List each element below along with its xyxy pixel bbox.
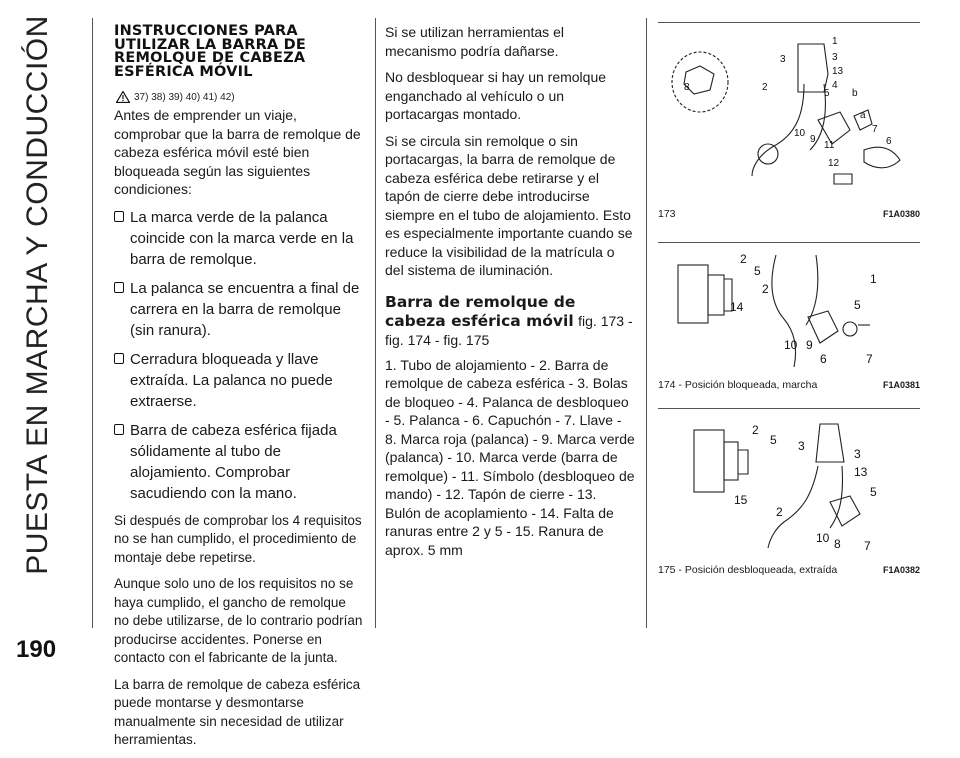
condition-item [114,207,364,270]
callout-label: 2 [740,252,747,266]
callout-label: 10 [816,531,830,545]
paragraph: La barra de remolque de cabeza esférica puede montarse y desmontarse manualmente sin necesidad de utilizar herramientas. [114,676,361,747]
side-divider [92,18,93,628]
figure-175-callouts [734,423,877,553]
callout-label: 2 [752,423,759,437]
paragraph: Si después de comprobar los 4 requisitos no se han cumplido, el procedimiento de montaje debe repetirse. [114,512,362,565]
subsection-title: Barra de remolque de cabeza esférica móvil [385,292,576,330]
figure-caption [658,379,920,391]
subsection-heading [385,294,635,350]
callout-label: 11 [824,140,835,151]
callout-label: 3 [780,54,786,65]
callout-label: 5 [824,88,830,99]
column-1 [114,25,364,758]
paragraph: Si se circula sin remolque o sin portacargas, la barra de remolque de cabeza esférica debe retirarse y el tapón de cierre debe introducirse siempre en el tubo de alojamiento. Esto es especialmente importante cuando se reduce la visibilidad de la matrícula o del sistema de iluminación. [385,132,633,278]
callout-label: 13 [854,465,868,479]
legend-paragraph: 1. Tubo de alojamiento - 2. Barra de remolque de cabeza esférica - 3. Bolas de bloqueo - 4. Palanca de desbloqueo - 5. Palanca - 6. Capuchón - 7. Llave - 8. Marca roja (palanca) - 9. Marca verde (palanca) - 10. Marca verde (barra de remolque) - 11. Símbolo (desbloqueo de mando) - 12. Tapón de cierre - 13. Bulón de acoplamiento - 14. Falta de ranuras entre 2 y 5 - 15. Ranura de aprox. 5 mm [385,356,635,558]
callout-label: 8 [834,537,841,551]
figure-173-callouts [684,36,892,169]
page-number: 190 [16,636,57,663]
section-side-title [6,15,70,575]
callout-label: 6 [886,136,892,147]
figure-top-rule [658,408,920,409]
callout-label: 6 [820,352,827,366]
condition-item [114,420,364,504]
section-title-text: PUESTA EN MARCHA Y CONDUCCIÓN [21,15,54,575]
callout-label: 10 [794,128,806,139]
warning-triangle-icon [116,91,130,103]
paragraph: Aunque solo uno de los requisitos no se haya cumplido, el gancho de remolque no debe utilizarse, de lo contrario podrían producirse accidentes. Ponerse en contacto con el fabricante de la junta. [114,576,363,665]
column-divider [646,18,647,628]
figure-references: fig. 173 - fig. 174 - fig. 175 [385,312,633,348]
callout-label: 9 [810,134,816,145]
caption-text: 173 [658,208,676,220]
callout-label: 2 [762,282,769,296]
callout-label: 7 [866,352,873,366]
conditions-list [114,207,364,504]
tow-bar-locked-illustration [658,245,920,375]
figure-174-callouts [730,252,877,366]
checkbox-bullet-icon [114,282,124,293]
callout-label: 2 [776,505,783,519]
caption-text: 175 - Posición desbloqueada, extraída [658,564,838,576]
paragraph: No desbloquear si hay un remolque enganchado al vehículo o un portacargas montado. [385,69,607,122]
callout-label: 12 [828,158,840,169]
checkbox-bullet-icon [114,211,124,222]
figure-code: F1A0381 [882,380,920,390]
callout-label: 5 [854,298,861,312]
callout-label: 5 [870,485,877,499]
tow-bar-released-illustration [658,412,920,560]
callout-label: 3 [798,439,805,453]
callout-label: 7 [872,124,878,135]
callout-label: a [860,110,866,121]
callout-label: 8 [684,82,690,93]
callout-label: b [852,88,858,99]
figure-top-rule [658,242,920,243]
callout-label: 14 [730,300,744,314]
condition-item [114,349,364,412]
figure-174 [658,245,920,391]
figure-code: F1A0380 [882,209,920,219]
callout-label: 1 [870,272,877,286]
section-heading: INSTRUCCIONES PARA UTILIZAR LA BARRA DE REMOLQUE DE CABEZA ESFÉRICA MÓVIL [114,23,306,80]
figure-173 [658,24,920,220]
callout-label: 15 [734,493,748,507]
condition-text: Cerradura bloqueada y llave extraída. La palanca no puede extraerse. [130,350,333,410]
callout-label: 5 [770,433,777,447]
callout-label: 9 [806,338,813,352]
callout-label: 7 [864,539,871,553]
paragraph: Si se utilizan herramientas el mecanismo podría dañarse. [385,24,564,59]
figure-175 [658,412,920,576]
callout-label: 10 [784,338,798,352]
checkbox-bullet-icon [114,424,124,435]
callout-label: 3 [854,447,861,461]
figure-top-rule [658,22,920,23]
callout-label: 2 [762,82,768,93]
caption-text: 174 - Posición bloqueada, marcha [658,379,818,391]
condition-item [114,278,364,341]
figure-caption [658,564,920,576]
figure-code: F1A0382 [882,565,920,575]
condition-text: Barra de cabeza esférica fijada sólidamente al tubo de alojamiento. Comprobar sacudiendo con la mano. [130,421,337,502]
column-divider [375,18,376,628]
warning-references [116,91,364,103]
callout-label: 13 [832,66,844,77]
warning-refs-text: 37) 38) 39) 40) 41) 42) [134,91,235,103]
column-2 [385,23,635,567]
callout-label: 1 [832,36,838,47]
condition-text: La marca verde de la palanca coincide con la marca verde en la barra de remolque. [130,208,354,268]
tow-bar-exploded-illustration [658,24,920,204]
checkbox-bullet-icon [114,353,124,364]
condition-text: La palanca se encuentra a final de carrera en la barra de remolque (sin ranura). [130,279,360,339]
callout-label: 3 [832,52,838,63]
callout-label: 4 [832,80,838,91]
figure-caption [658,208,920,220]
intro-paragraph: Antes de emprender un viaje, comprobar que la barra de remolque de cabeza esférica móvil esté bien bloqueada según las siguientes condiciones: [114,107,361,197]
callout-label: 5 [754,264,761,278]
